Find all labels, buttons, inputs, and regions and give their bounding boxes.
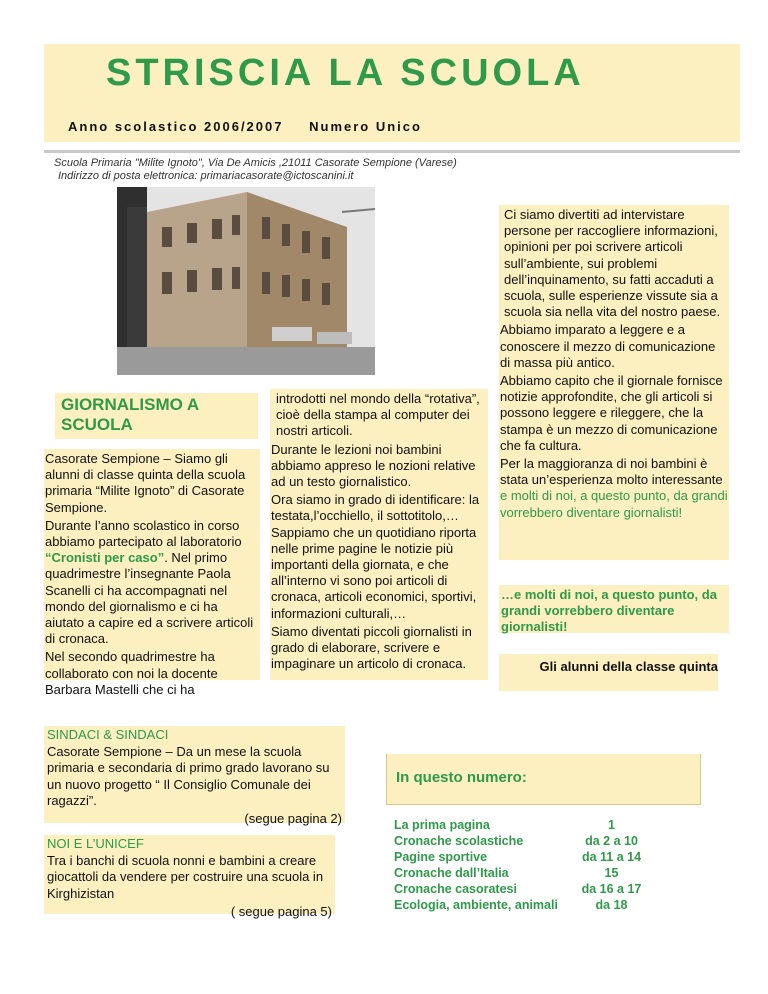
- table-of-contents: [394, 817, 649, 913]
- paragraph: [499, 456, 729, 523]
- paragraph: Abbiamo imparato a leggere e a conoscere il mezzo di comunicazione di massa più antico.: [500, 322, 716, 370]
- teaser-heading: SINDACI & SINDACI: [47, 727, 169, 742]
- text-span: Per la maggioranza di noi bambini è stata un’esperienza molto interessante: [500, 456, 723, 488]
- school-year: Anno scolastico 2006/2007: [68, 119, 284, 134]
- paragraph: Siamo diventati piccoli giornalisti in grado di elaborare, scrivere e impaginare un articolo di cronaca.: [271, 623, 472, 672]
- continued-link[interactable]: ( segue pagina 5): [230, 903, 332, 919]
- toc-label: La prima pagina: [394, 818, 490, 832]
- toc-page: da 18: [595, 898, 628, 912]
- teaser-text: Casorate Sempione – Da un mese la scuola primaria e secondaria di primo grado lavorano su un nuovo progetto “ Il Consiglio Comunale dei ragazzi”.: [47, 744, 330, 808]
- paragraph: Durante le lezioni noi bambini abbiamo appreso le nozioni relative ad un testo giornalistico.: [271, 441, 476, 490]
- toc-page: da 11 a 14: [581, 850, 642, 864]
- paragraph: Nel secondo quadrimestre ha collaborato con noi la docente Barbara Mastelli che ci ha: [45, 649, 218, 697]
- newspaper-title: STRISCIA LA SCUOLA: [106, 52, 585, 94]
- teaser-sindaci: [44, 726, 345, 827]
- toc-row[interactable]: [394, 897, 649, 913]
- toc-label: Cronache dall’Italia: [394, 866, 509, 880]
- teaser-text: Tra i banchi di scuola nonni e bambini a creare giocattoli da vendere per costruire una scuola in Kirghizistan: [47, 853, 324, 901]
- toc-label: Cronache casoratesi: [394, 882, 517, 896]
- address-line: Scuola Primaria "Milite Ignoto", Via De Amicis ,21011 Casorate Sempione (Varese): [54, 157, 457, 169]
- header-divider: [44, 150, 740, 153]
- lab-name-highlight: “Cronisti per caso”: [45, 550, 165, 566]
- school-building-photo: [117, 187, 375, 375]
- continued-link[interactable]: (segue pagina 2): [244, 811, 342, 827]
- paragraph: Ci siamo divertiti ad intervistare persone per raccogliere informazioni, opinioni per poi scrivere articoli sull’ambiente, sui problemi dell’inquinamento, su fatti accaduti a scuola, sulle esperienze vissute sia a scuola sia nella vita del nostro paese.: [504, 207, 721, 320]
- toc-row[interactable]: [394, 817, 649, 833]
- paragraph: Casorate Sempione – Siamo gli alunni di classe quinta della scuola primaria “Milite Ignoto” di Casorate Sempione.: [45, 451, 246, 515]
- teaser-unicef: [44, 835, 335, 919]
- email-line: Indirizzo di posta elettronica: primariacasorate@ictoscanini.it: [58, 170, 354, 182]
- article-column-2: [270, 389, 488, 680]
- article-column-1: [44, 449, 260, 697]
- article-heading-box: [55, 393, 258, 439]
- issue-label: Numero Unico: [309, 119, 422, 134]
- toc-label: Ecologia, ambiente, animali: [394, 898, 558, 912]
- toc-label: Cronache scolastiche: [394, 834, 524, 848]
- school-address: [54, 157, 457, 183]
- paragraph: Ora siamo in grado di identificare: la testata,l’occhiello, il sottotitolo,… Sappiamo che un quotidiano riporta nelle prime pagine le notizie più importanti della giornata, e che all’interno vi sono poi articoli di cronaca, articoli economici, sportivi, informazioni culturali,…: [271, 492, 480, 621]
- toc-row[interactable]: [394, 865, 649, 881]
- toc-page: da 2 a 10: [585, 834, 638, 848]
- toc-page: da 16 a 17: [581, 882, 642, 896]
- contents-heading: In questo numero:: [396, 769, 527, 786]
- green-text-span: e molti di noi, a questo punto, da grandi vorrebbero diventare giornalisti!: [500, 488, 728, 520]
- pull-quote: …e molti di noi, a questo punto, da grandi vorrebbero diventare giornalisti!: [501, 587, 717, 635]
- contents-heading-box: [386, 754, 701, 805]
- toc-row[interactable]: [394, 849, 649, 865]
- toc-row[interactable]: [394, 833, 649, 849]
- text-span: . Nel primo quadrimestre l’insegnante Paola Scanelli ci ha accompagnati nel mondo del giornalismo e ci ha aiutato a capire ed a scrivere articoli di cronaca.: [45, 550, 254, 647]
- masthead: [44, 44, 740, 142]
- masthead-subtitle: [68, 119, 442, 134]
- paragraph: [44, 518, 260, 650]
- article-signature: Gli alunni della classe quinta: [539, 659, 718, 674]
- toc-page: 1: [608, 818, 615, 832]
- toc-page: 15: [604, 866, 619, 880]
- paragraph: introdotti nel mondo della “rotativa”, cioè della stampa al computer dei nostri articoli.: [276, 391, 480, 439]
- teaser-heading: NOI E L’UNICEF: [47, 836, 144, 851]
- toc-label: Pagine sportive: [394, 850, 488, 864]
- article-heading: GIORNALISMO A SCUOLA: [61, 395, 199, 434]
- text-span: Durante l’anno scolastico in corso abbiamo partecipato al laboratorio: [45, 517, 242, 550]
- paragraph: Abbiamo capito che il giornale fornisce notizie approfondite, che gli articoli si possono leggere e rileggere, che la stampa è un mezzo di comunicazione che fa cultura.: [500, 373, 723, 453]
- signature-box: [499, 654, 718, 691]
- article-column-3: [499, 205, 729, 560]
- pull-quote-box: [499, 585, 729, 633]
- toc-row[interactable]: [394, 881, 649, 897]
